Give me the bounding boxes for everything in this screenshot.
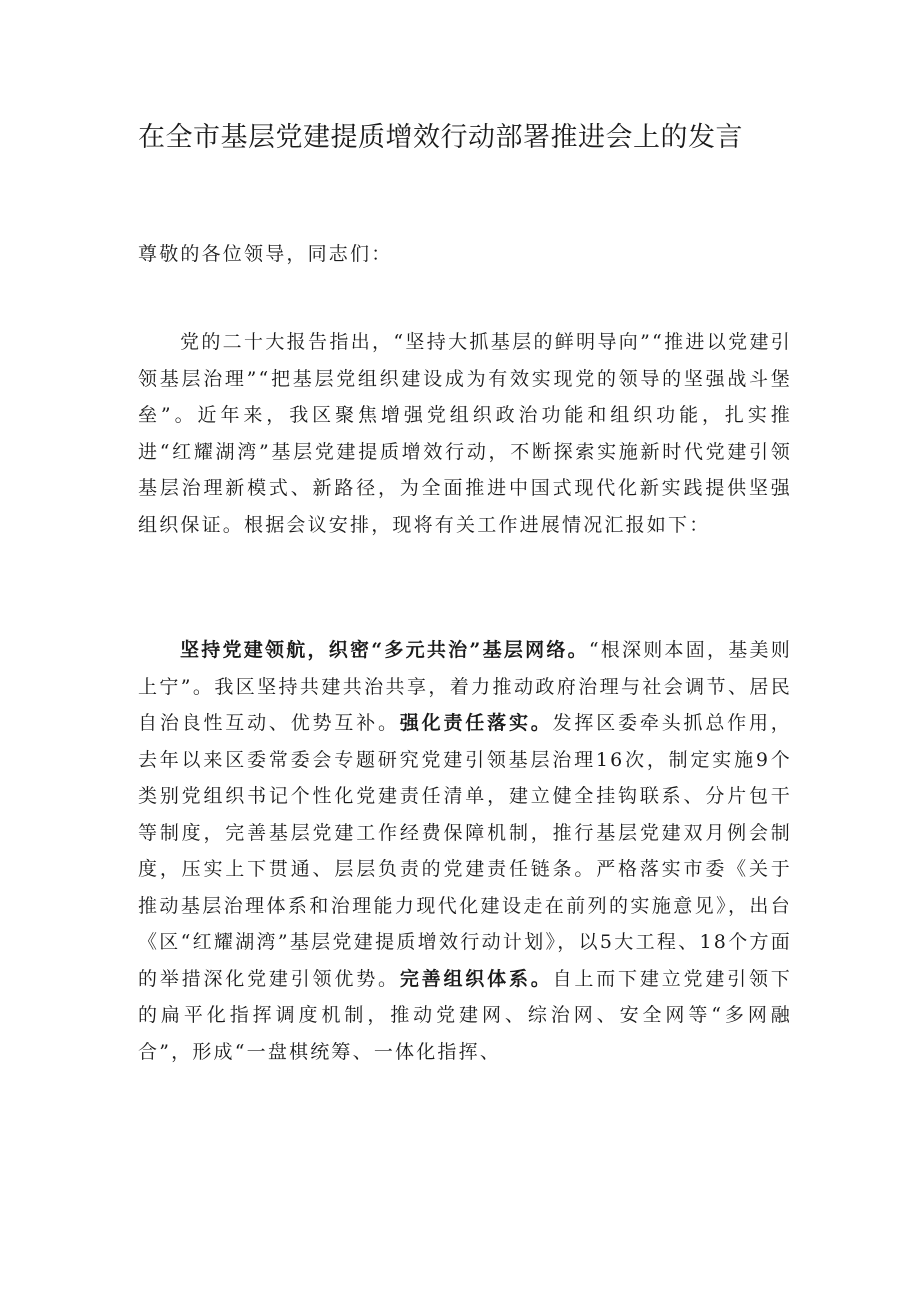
- subsection-text-responsibility: 发挥区委牵头抓总作用，去年以来区委常委会专题研究党建引领基层治理16次，制定实施9个类别党组织书记个性化党建责任清单，建立健全挂钩联系、分片包干等制度，完善基层党建工作经费保障机制，推行基层党建双月例会制度，压实上下贯通、层层负责的党建责任链条。严格落实市委《关于推动基层治理体系和治理能力现代化建设走在前列的实施意见》，出台《区“红耀湖湾”基层党建提质增效行动计划》，以5大工程、18个方面的举措深化党建引领优势。: [138, 712, 792, 990]
- subsection-text-organization: 自上而下建立党建引领下的扁平化指挥调度机制，推动党建网、综治网、安全网等“多网融合”，形成“一盘棋统筹、一体化指挥、: [138, 967, 792, 1063]
- section-text: “根深则本固，基美则上宁”。我区坚持共建共治共享，着力推动政府治理与社会调节、居民自治良性互动、优势互补。: [138, 639, 792, 734]
- paragraph-section-one: [138, 632, 792, 1070]
- subsection-heading-organization: 完善组织体系。: [399, 967, 553, 990]
- document-title: 在全市基层党建提质增效行动部署推进会上的发言: [138, 122, 743, 153]
- salutation: 尊敬的各位领导，同志们：: [138, 243, 393, 265]
- paragraph-intro: 党的二十大报告指出，“坚持大抓基层的鲜明导向”“推进以党建引领基层治理”“把基层党组织建设成为有效实现党的领导的坚强战斗堡垒”。近年来，我区聚焦增强党组织政治功能和组织功能，扎实推进“红耀湖湾”基层党建提质增效行动，不断探索实施新时代党建引领基层治理新模式、新路径，为全面推进中国式现代化新实践提供坚强组织保证。根据会议安排，现将有关工作进展情况汇报如下：: [138, 331, 792, 536]
- section-heading: 坚持党建领航，织密“多元共治”基层网络。: [180, 639, 589, 661]
- subsection-heading-responsibility: 强化责任落实。: [399, 712, 553, 734]
